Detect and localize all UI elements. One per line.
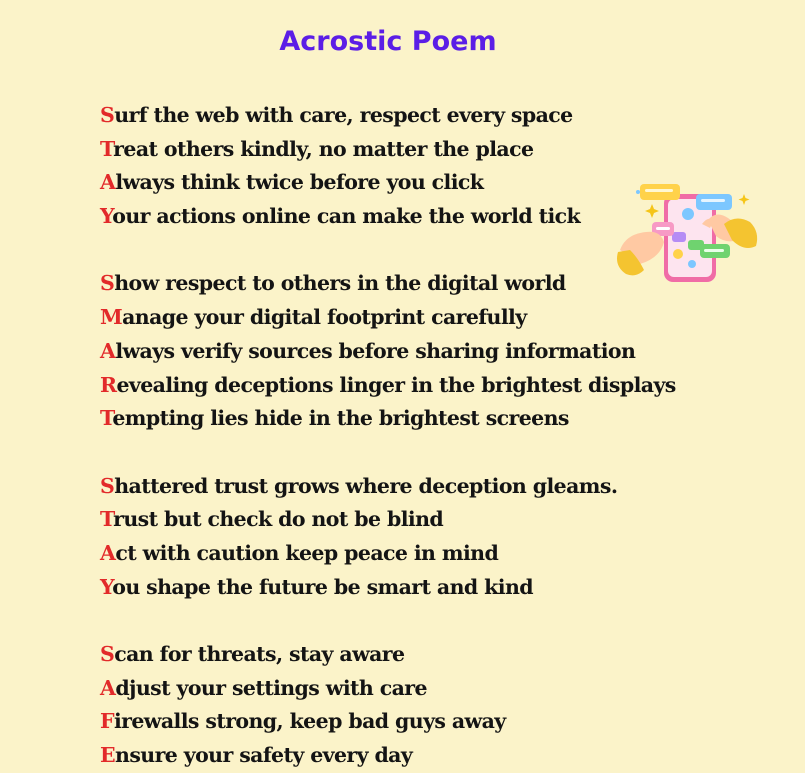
poem-line [100, 166, 676, 200]
hand-holding-phone-with-chat-bubbles-icon [612, 180, 764, 292]
poem-line [100, 402, 676, 436]
line-text: can for threats, stay aware [114, 642, 405, 666]
line-text: lways think twice before you click [115, 170, 484, 195]
line-text: our actions online can make the world tick [112, 204, 581, 229]
acrostic-initial: Y [100, 204, 113, 229]
acrostic-initial: S [100, 103, 115, 127]
line-text: reat others kindly, no matter the place [113, 136, 534, 161]
acrostic-initial: T [100, 406, 113, 431]
line-text: urf the web with care, respect every space [114, 103, 573, 127]
poem-line [100, 369, 676, 403]
line-text: empting lies hide in the brightest screens [112, 406, 569, 431]
poem-line [100, 705, 676, 739]
acrostic-initial: S [100, 473, 115, 498]
acrostic-initial: T [100, 507, 114, 532]
acrostic-initial: A [100, 675, 116, 700]
poem-body [100, 99, 676, 773]
page-title: Acrostic Poem [279, 26, 497, 57]
poem-line [100, 470, 676, 504]
acrostic-initial: T [100, 136, 114, 161]
poem-line [100, 133, 676, 167]
line-text: ct with caution keep peace in mind [115, 540, 499, 565]
poem-line [100, 335, 676, 369]
acrostic-initial: E [100, 743, 116, 768]
acrostic-initial: Y [100, 574, 113, 599]
stanza-gap [100, 604, 676, 638]
acrostic-initial: S [100, 271, 115, 296]
poem-line [100, 99, 676, 133]
acrostic-initial: A [100, 338, 116, 363]
poem-line [100, 503, 676, 537]
acrostic-initial: F [100, 709, 114, 734]
line-text: nsure your safety every day [115, 743, 413, 768]
line-text: djust your settings with care [115, 675, 427, 700]
poem-line [100, 638, 676, 672]
poem-line [100, 537, 676, 571]
line-text: evealing deceptions linger in the brightest displays [116, 372, 676, 397]
acrostic-initial: R [100, 372, 117, 397]
acrostic-initial: A [100, 170, 116, 195]
stanza [100, 470, 676, 605]
line-text: lways verify sources before sharing information [115, 338, 636, 363]
stanza-gap [100, 436, 676, 470]
poem-line [100, 267, 676, 301]
stanza [100, 638, 676, 773]
line-text: irewalls strong, keep bad guys away [113, 709, 506, 734]
acrostic-initial: A [100, 540, 116, 565]
line-text: hattered trust grows where deception gleams. [114, 473, 618, 498]
poem-line [100, 672, 676, 706]
line-text: rust but check do not be blind [113, 507, 444, 532]
line-text: ou shape the future be smart and kind [112, 574, 533, 599]
stanza [100, 267, 676, 435]
stanza [100, 99, 676, 234]
line-text: anage your digital footprint carefully [122, 305, 527, 330]
stanza-gap [100, 234, 676, 268]
line-text: how respect to others in the digital world [114, 271, 566, 296]
poem-line [100, 200, 676, 234]
poem-line [100, 571, 676, 605]
poem-line [100, 301, 676, 335]
acrostic-initial: M [100, 305, 123, 330]
acrostic-initial: S [100, 642, 115, 666]
